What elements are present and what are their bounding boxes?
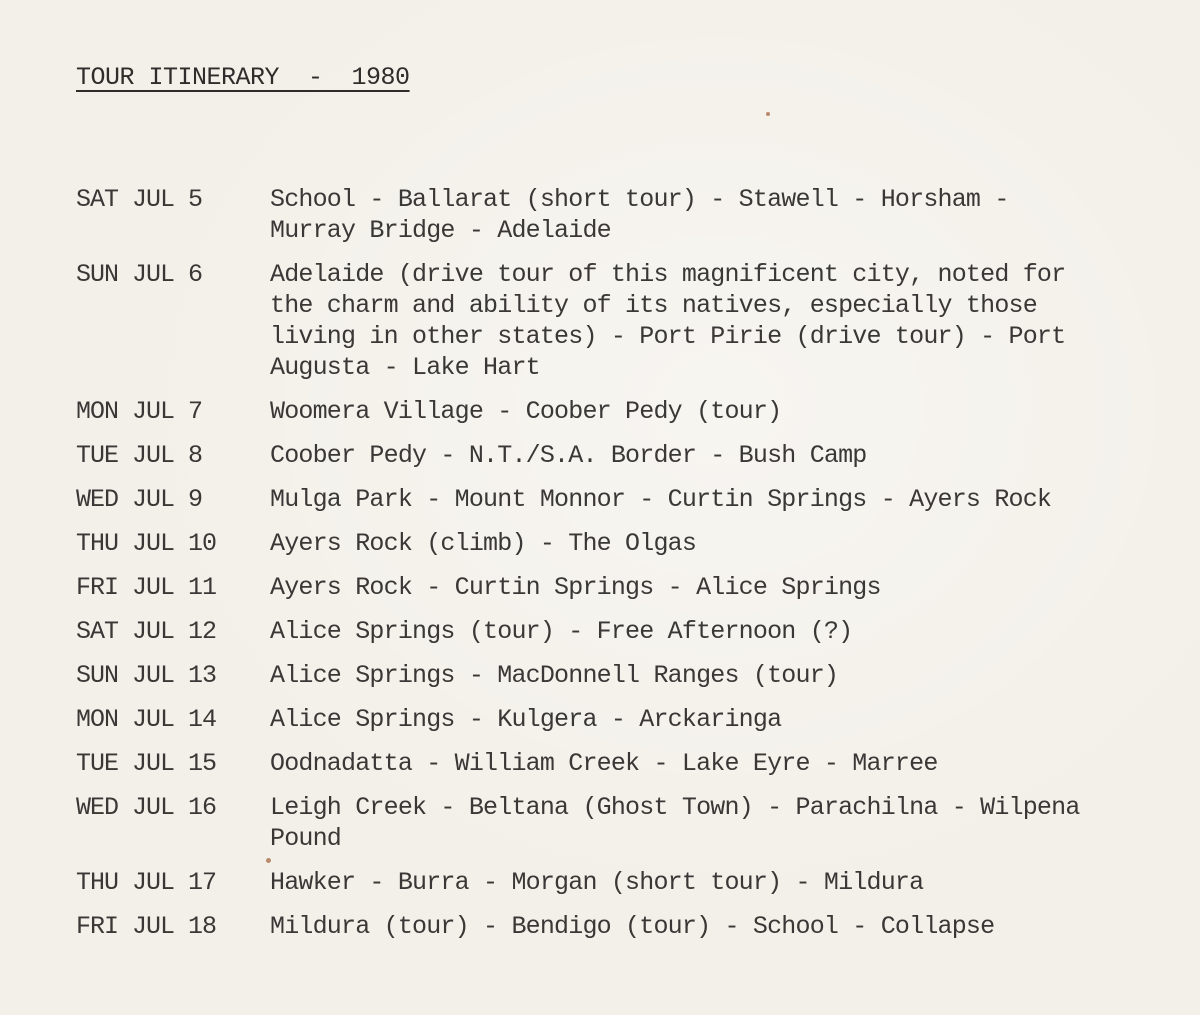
itinerary-route: Alice Springs (tour) - Free Afternoon (?) [270, 617, 853, 646]
itinerary-route: Ayers Rock (climb) - The Olgas [270, 529, 697, 558]
itinerary-row [76, 748, 1176, 779]
itinerary-route: Alice Springs - MacDonnell Ranges (tour) [270, 661, 839, 690]
itinerary-row [76, 616, 1176, 647]
itinerary-row [76, 484, 1176, 515]
itinerary-day: SUN JUL 6 [76, 260, 203, 289]
itinerary-route: Woomera Village - Coober Pedy (tour) [270, 397, 782, 426]
itinerary-row [76, 572, 1176, 603]
itinerary-row [76, 184, 1176, 246]
itinerary-route: Adelaide (drive tour of this magnificent city, noted for the charm and ability of its natives, especially those living in other states) - Port Pirie (drive tour) - Port Augusta - Lake Hart [270, 260, 1066, 382]
itinerary-row [76, 704, 1176, 735]
itinerary-day: WED JUL 16 [76, 793, 217, 822]
itinerary-list [76, 184, 1176, 955]
itinerary-route: Alice Springs - Kulgera - Arckaringa [270, 705, 782, 734]
itinerary-row [76, 259, 1176, 383]
itinerary-day: MON JUL 14 [76, 705, 217, 734]
itinerary-day: FRI JUL 18 [76, 912, 217, 941]
itinerary-day: SUN JUL 13 [76, 661, 217, 690]
itinerary-row [76, 911, 1176, 942]
itinerary-day: FRI JUL 11 [76, 573, 217, 602]
itinerary-route: Hawker - Burra - Morgan (short tour) - Mildura [270, 868, 924, 897]
itinerary-row [76, 396, 1176, 427]
itinerary-day: TUE JUL 15 [76, 749, 217, 778]
itinerary-route: Mulga Park - Mount Monnor - Curtin Springs - Ayers Rock [270, 485, 1052, 514]
itinerary-day: SAT JUL 12 [76, 617, 217, 646]
itinerary-day: SAT JUL 5 [76, 185, 203, 214]
itinerary-row [76, 528, 1176, 559]
itinerary-day: TUE JUL 8 [76, 441, 203, 470]
itinerary-route: Mildura (tour) - Bendigo (tour) - School - Collapse [270, 912, 995, 941]
itinerary-route: Leigh Creek - Beltana (Ghost Town) - Parachilna - Wilpena Pound [270, 793, 1080, 853]
itinerary-row [76, 660, 1176, 691]
itinerary-day: THU JUL 10 [76, 529, 217, 558]
itinerary-route: Coober Pedy - N.T./S.A. Border - Bush Camp [270, 441, 867, 470]
paper-speck [766, 112, 770, 116]
itinerary-day: WED JUL 9 [76, 485, 203, 514]
itinerary-day: MON JUL 7 [76, 397, 203, 426]
itinerary-day: THU JUL 17 [76, 868, 217, 897]
itinerary-row [76, 792, 1176, 854]
document-title: TOUR ITINERARY - 1980 [76, 63, 410, 92]
itinerary-row [76, 440, 1176, 471]
itinerary-route: Oodnadatta - William Creek - Lake Eyre - Marree [270, 749, 938, 778]
itinerary-row [76, 867, 1176, 898]
itinerary-route: School - Ballarat (short tour) - Stawell - Horsham - Murray Bridge - Adelaide [270, 185, 1009, 245]
itinerary-route: Ayers Rock - Curtin Springs - Alice Springs [270, 573, 881, 602]
